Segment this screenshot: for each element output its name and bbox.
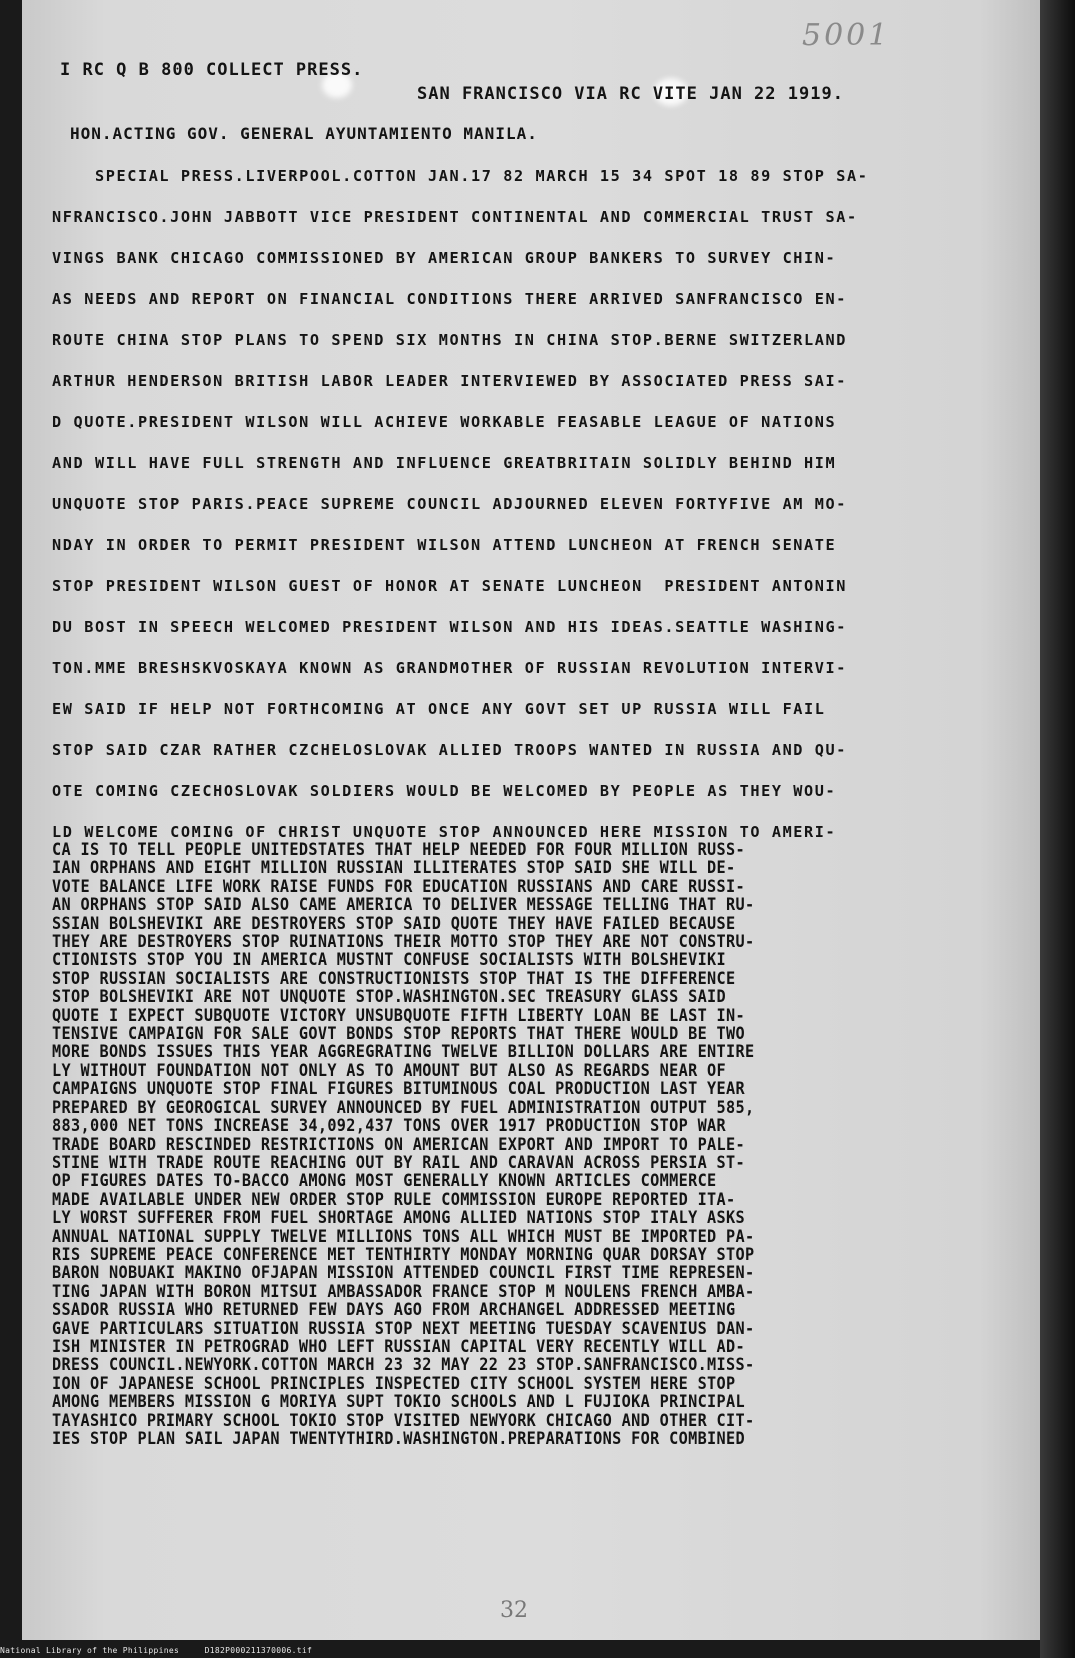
text-line: VOTE BALANCE LIFE WORK RAISE FUNDS FOR EDUCATION RUSSIANS AND CARE RUSSI- <box>52 876 746 897</box>
text-line: UNQUOTE STOP PARIS.PEACE SUPREME COUNCIL ADJOURNED ELEVEN FORTYFIVE AM MO- <box>52 495 848 513</box>
text-line: IAN ORPHANS AND EIGHT MILLION RUSSIAN ILLITERATES STOP SAID SHE WILL DE- <box>52 858 736 878</box>
text-line: D QUOTE.PRESIDENT WILSON WILL ACHIEVE WORKABLE FEASABLE LEAGUE OF NATIONS <box>52 413 837 431</box>
text-line: SPECIAL PRESS.LIVERPOOL.COTTON JAN.17 82 MARCH 15 34 SPOT 18 89 STOP SA- <box>52 167 869 185</box>
body-single-spaced <box>52 840 1052 1447</box>
text-line: THEY ARE DESTROYERS STOP RUINATIONS THEIR MOTTO STOP THEY ARE NOT CONSTRU- <box>52 932 755 952</box>
text-line: DRESS COUNCIL.NEWYORK.COTTON MARCH 23 32 MAY 22 23 STOP.SANFRANCISCO.MISS- <box>52 1355 755 1375</box>
scan-footer: National Library of the Philippines D182P000211370006.tif <box>0 1646 313 1655</box>
addressee: HON.ACTING GOV. GENERAL AYUNTAMIENTO MANILA. <box>70 124 538 143</box>
text-line: STOP BOLSHEVIKI ARE NOT UNQUOTE STOP.WASHINGTON.SEC TREASURY GLASS SAID <box>52 987 727 1007</box>
text-line: OP FIGURES DATES TO-BACCO AMONG MOST GENERALLY KNOWN ARTICLES COMMERCE <box>52 1171 717 1191</box>
telegram-page <box>22 0 1062 1640</box>
text-line: AS NEEDS AND REPORT ON FINANCIAL CONDITIONS THERE ARRIVED SANFRANCISCO EN- <box>52 290 848 308</box>
text-line: TENSIVE CAMPAIGN FOR SALE GOVT BONDS STOP REPORTS THAT THERE WOULD BE TWO <box>52 1024 746 1044</box>
text-line: RIS SUPREME PEACE CONFERENCE MET TENTHIRTY MONDAY MORNING QUAR DORSAY STOP <box>52 1244 755 1265</box>
text-line: SSADOR RUSSIA WHO RETURNED FEW DAYS AGO FROM ARCHANGEL ADDRESSED MEETING <box>52 1300 736 1320</box>
text-line: LY WORST SUFFERER FROM FUEL SHORTAGE AMONG ALLIED NATIONS STOP ITALY ASKS <box>52 1208 746 1228</box>
text-line: MORE BONDS ISSUES THIS YEAR AGGREGRATING TWELVE BILLION DOLLARS ARE ENTIRE <box>52 1042 755 1062</box>
text-line: SSIAN BOLSHEVIKI ARE DESTROYERS STOP SAID QUOTE THEY HAVE FAILED BECAUSE <box>52 913 736 934</box>
text-line: DU BOST IN SPEECH WELCOMED PRESIDENT WILSON AND HIS IDEAS.SEATTLE WASHING- <box>52 618 848 636</box>
text-line: LD WELCOME COMING OF CHRIST UNQUOTE STOP ANNOUNCED HERE MISSION TO AMERI- <box>52 823 837 841</box>
text-line: AND WILL HAVE FULL STRENGTH AND INFLUENCE GREATBRITAIN SOLIDLY BEHIND HIM <box>52 454 837 472</box>
text-line: PREPARED BY GEOROGICAL SURVEY ANNOUNCED BY FUEL ADMINISTRATION OUTPUT 585, <box>52 1097 755 1118</box>
text-line: STINE WITH TRADE ROUTE REACHING OUT BY RAIL AND CARAVAN ACROSS PERSIA ST- <box>52 1152 746 1173</box>
text-line: NFRANCISCO.JOHN JABBOTT VICE PRESIDENT CONTINENTAL AND COMMERCIAL TRUST SA- <box>52 208 858 226</box>
text-line: TAYASHICO PRIMARY SCHOOL TOKIO STOP VISITED NEWYORK CHICAGO AND OTHER CIT- <box>52 1410 755 1431</box>
header-line-2: SAN FRANCISCO VIA RC VITE JAN 22 1919. <box>417 84 844 104</box>
text-line: STOP RUSSIAN SOCIALISTS ARE CONSTRUCTIONISTS STOP THAT IS THE DIFFERENCE <box>52 968 736 989</box>
text-line: MADE AVAILABLE UNDER NEW ORDER STOP RULE COMMISSION EUROPE REPORTED ITA- <box>52 1189 736 1210</box>
body-wide-spaced <box>52 156 1052 853</box>
text-line: LY WITHOUT FOUNDATION NOT ONLY AS TO AMOUNT BUT ALSO AS REGARDS NEAR OF <box>52 1060 727 1081</box>
text-line: AMONG MEMBERS MISSION G MORIYA SUPT TOKIO SCHOOLS AND L FUJIOKA PRINCIPAL <box>52 1392 746 1412</box>
text-line: TON.MME BRESHSKVOSKAYA KNOWN AS GRANDMOTHER OF RUSSIAN REVOLUTION INTERVI- <box>52 659 848 677</box>
text-line: ARTHUR HENDERSON BRITISH LABOR LEADER INTERVIEWED BY ASSOCIATED PRESS SAI- <box>52 372 848 390</box>
text-line: VINGS BANK CHICAGO COMMISSIONED BY AMERICAN GROUP BANKERS TO SURVEY CHIN- <box>52 249 837 267</box>
text-line: STOP PRESIDENT WILSON GUEST OF HONOR AT SENATE LUNCHEON PRESIDENT ANTONIN <box>52 577 848 595</box>
text-line: ANNUAL NATIONAL SUPPLY TWELVE MILLIONS TONS ALL WHICH MUST BE IMPORTED PA- <box>52 1226 755 1246</box>
header-line-1: I RC Q B 800 COLLECT PRESS. <box>60 60 364 80</box>
scan-edge <box>1040 0 1075 1658</box>
text-line: OTE COMING CZECHOSLOVAK SOLDIERS WOULD BE WELCOMED BY PEOPLE AS THEY WOU- <box>52 782 837 800</box>
text-line: 883,000 NET TONS INCREASE 34,092,437 TONS OVER 1917 PRODUCTION STOP WAR <box>52 1116 727 1136</box>
text-line: BARON NOBUAKI MAKINO OFJAPAN MISSION ATTENDED COUNCIL FIRST TIME REPRESEN- <box>52 1263 755 1283</box>
text-line: QUOTE I EXPECT SUBQUOTE VICTORY UNSUBQUOTE FIFTH LIBERTY LOAN BE LAST IN- <box>52 1005 746 1026</box>
text-line: NDAY IN ORDER TO PERMIT PRESIDENT WILSON ATTEND LUNCHEON AT FRENCH SENATE <box>52 536 837 554</box>
text-line: CAMPAIGNS UNQUOTE STOP FINAL FIGURES BITUMINOUS COAL PRODUCTION LAST YEAR <box>52 1079 746 1099</box>
text-line: EW SAID IF HELP NOT FORTHCOMING AT ONCE ANY GOVT SET UP RUSSIA WILL FAIL <box>52 700 826 718</box>
text-line: AN ORPHANS STOP SAID ALSO CAME AMERICA TO DELIVER MESSAGE TELLING THAT RU- <box>52 895 755 915</box>
text-line: STOP SAID CZAR RATHER CZCHELOSLOVAK ALLIED TROOPS WANTED IN RUSSIA AND QU- <box>52 741 848 759</box>
text-line: TRADE BOARD RESCINDED RESTRICTIONS ON AMERICAN EXPORT AND IMPORT TO PALE- <box>52 1134 746 1154</box>
text-line: CTIONISTS STOP YOU IN AMERICA MUSTNT CONFUSE SOCIALISTS WITH BOLSHEVIKI <box>52 950 727 970</box>
text-line: ISH MINISTER IN PETROGRAD WHO LEFT RUSSIAN CAPITAL VERY RECENTLY WILL AD- <box>52 1336 746 1357</box>
text-line: GAVE PARTICULARS SITUATION RUSSIA STOP NEXT MEETING TUESDAY SCAVENIUS DAN- <box>52 1318 755 1339</box>
text-line: CA IS TO TELL PEOPLE UNITEDSTATES THAT HELP NEEDED FOR FOUR MILLION RUSS- <box>52 840 746 860</box>
text-line: ION OF JAPANESE SCHOOL PRINCIPLES INSPECTED CITY SCHOOL SYSTEM HERE STOP <box>52 1373 736 1394</box>
text-line: IES STOP PLAN SAIL JAPAN TWENTYTHIRD.WASHINGTON.PREPARATIONS FOR COMBINED <box>52 1429 746 1449</box>
page-number: 32 <box>500 1598 528 1623</box>
text-line: TING JAPAN WITH BORON MITSUI AMBASSADOR FRANCE STOP M NOULENS FRENCH AMBA- <box>52 1281 755 1302</box>
text-line: ROUTE CHINA STOP PLANS TO SPEND SIX MONTHS IN CHINA STOP.BERNE SWITZERLAND <box>52 331 848 349</box>
handwritten-number: 5001 <box>802 18 891 53</box>
